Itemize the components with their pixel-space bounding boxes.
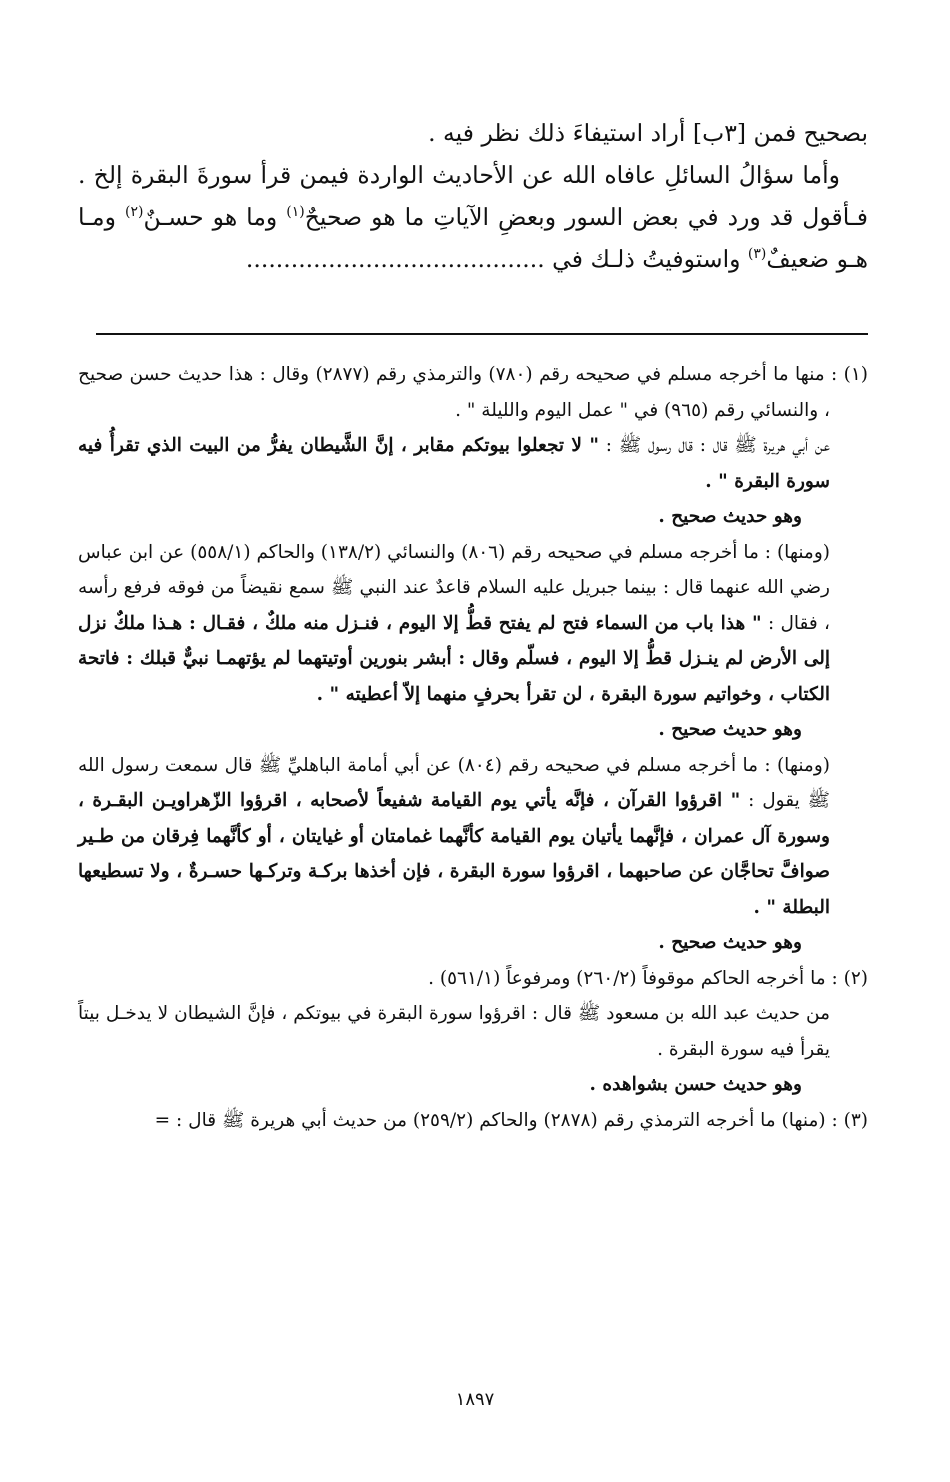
main-line-4: ومـا هـو ضعيفٌ [78, 203, 868, 273]
footnote-separator [96, 333, 868, 335]
main-text [78, 112, 868, 280]
footnote-1b-hadith-text: " هذا باب من السماء فتح لم يفتح قطُّ إلا اليوم ، فنـزل منه ملكٌ ، فقـال : هـذا ملكٌ نزل إلى الأرض لم ينـزل قطُّ إلا اليوم ، فسلّم وقال : أبشر بنورين أوتيتهما لم يؤتهمـا نبيٌّ قبلك : فاتحة الكتاب ، وخواتيم سورة البقرة ، لن تقرأ بحرفٍ منهما إلاّ أعطيته " . [78, 612, 830, 705]
footnote-1c-hadith-text: " اقرؤوا القرآن ، فإنَّه يأتي يوم القيامة شفيعاً لأصحابه ، اقرؤوا الزّهراويـن البقـرة ، وسورة آل عمران ، فإنَّهما يأتيان يوم القيامة كأنَّهما غمامتان أو غيايتان ، أو كأنَّهما فِرقان من طـير صوافَّ تحاجَّان عن صاحبهما ، اقرؤوا سورة البقرة ، فإن أخذها بركـة وتركـها حسـرةٌ ، ولا تسطيعها البطلة " . [78, 790, 830, 918]
main-line-1: بصحيح فمن [٣ب] أراد استيفاءَ ذلك نظر فيه . [428, 119, 868, 147]
footnote-1c-verdict: وهو حديث صحيح . [658, 932, 802, 953]
footnote-1c [78, 748, 868, 926]
main-line-5: واستوفيتُ ذلـك في ........................................ [245, 245, 748, 273]
footnote-1b [78, 535, 868, 713]
footnote-1-verdict: وهو حديث صحيح . [658, 506, 802, 527]
main-line-3: وما هو حسـنٌ [143, 203, 287, 231]
footnote-ref-3[interactable]: (٣) [747, 246, 767, 263]
footnote-ref-2[interactable]: (٢) [124, 204, 144, 221]
footnote-1-hadith [78, 428, 868, 499]
main-paragraph [78, 154, 868, 280]
footnote-2-narrator: من حديث عبد الله بن مسعود ﷺ قال : اقرؤوا سورة البقرة في بيوتكم ، فإنَّ الشيطان لا يدخـل بيتاً يقرأ فيه سورة البقرة . [78, 1003, 830, 1060]
footnote-2-intro: (٢) : ما أخرجه الحاكم موقوفاً (٢٦٠/٢) ومرفوعاً (٥٦١/١) . [428, 967, 868, 989]
footnote-1-hadith-text: " لا تجعلوا بيوتكم مقابر ، إنَّ الشَّيطان يفرُّ من البيت الذي تقرأُ فيه سورة البقرة " . [78, 435, 830, 492]
footnote-2-verdict: وهو حديث حسن بشواهده . [589, 1074, 802, 1095]
footnote-1b-intro: (ومنها) : ما أخرجه مسلم في صحيحه رقم (٨٠٦) والنسائي (١٣٨/٢) والحاكم (٥٥٨/١) عن ابن عباس رضي الله عنهما قال : بينما جبريل عليه السلام قاعدٌ عند النبي ﷺ سمع نقيضاً من فوقه فرفع رأسه ، فقال : [78, 541, 830, 634]
footnote-1-intro: (١) : منها ما أخرجه مسلم في صحيحه رقم (٧٨٠) والترمذي رقم (٢٨٧٧) وقال : هذا حديث حسن صحيح ، والنسائي رقم (٩٦٥) في " عمل اليوم والليلة " . [78, 364, 868, 421]
footnote-1b-verdict: وهو حديث صحيح . [658, 719, 802, 740]
footnotes [78, 357, 868, 1138]
footnote-1-narrator: عن أبي هريرة ﷺ قال : قال رسول ﷺ : [598, 435, 831, 456]
footnote-ref-1[interactable]: (١) [286, 204, 305, 221]
footnote-3-intro: (٣) : (منها) ما أخرجه الترمذي رقم (٢٨٧٨) والحاكم (٢٥٩/٢) من حديث أبي هريرة ﷺ قال : = [154, 1109, 868, 1131]
main-line-2: وأما سؤالُ السائلِ عافاه الله عن الأحاديث الواردة فيمن قرأ سورةَ البقرة إلخ . فـأقول قد ورد في بعض السور وبعضِ الآياتِ ما هو صحيحٌ [78, 161, 869, 231]
footnote-1c-intro: (ومنها) : ما أخرجه مسلم في صحيحه رقم (٨٠٤) عن أبي أمامة الباهليِّ ﷺ قال سمعت رسول الله ﷺ يقول : [78, 754, 830, 811]
page-number: ١٨٩٧ [455, 1389, 495, 1410]
